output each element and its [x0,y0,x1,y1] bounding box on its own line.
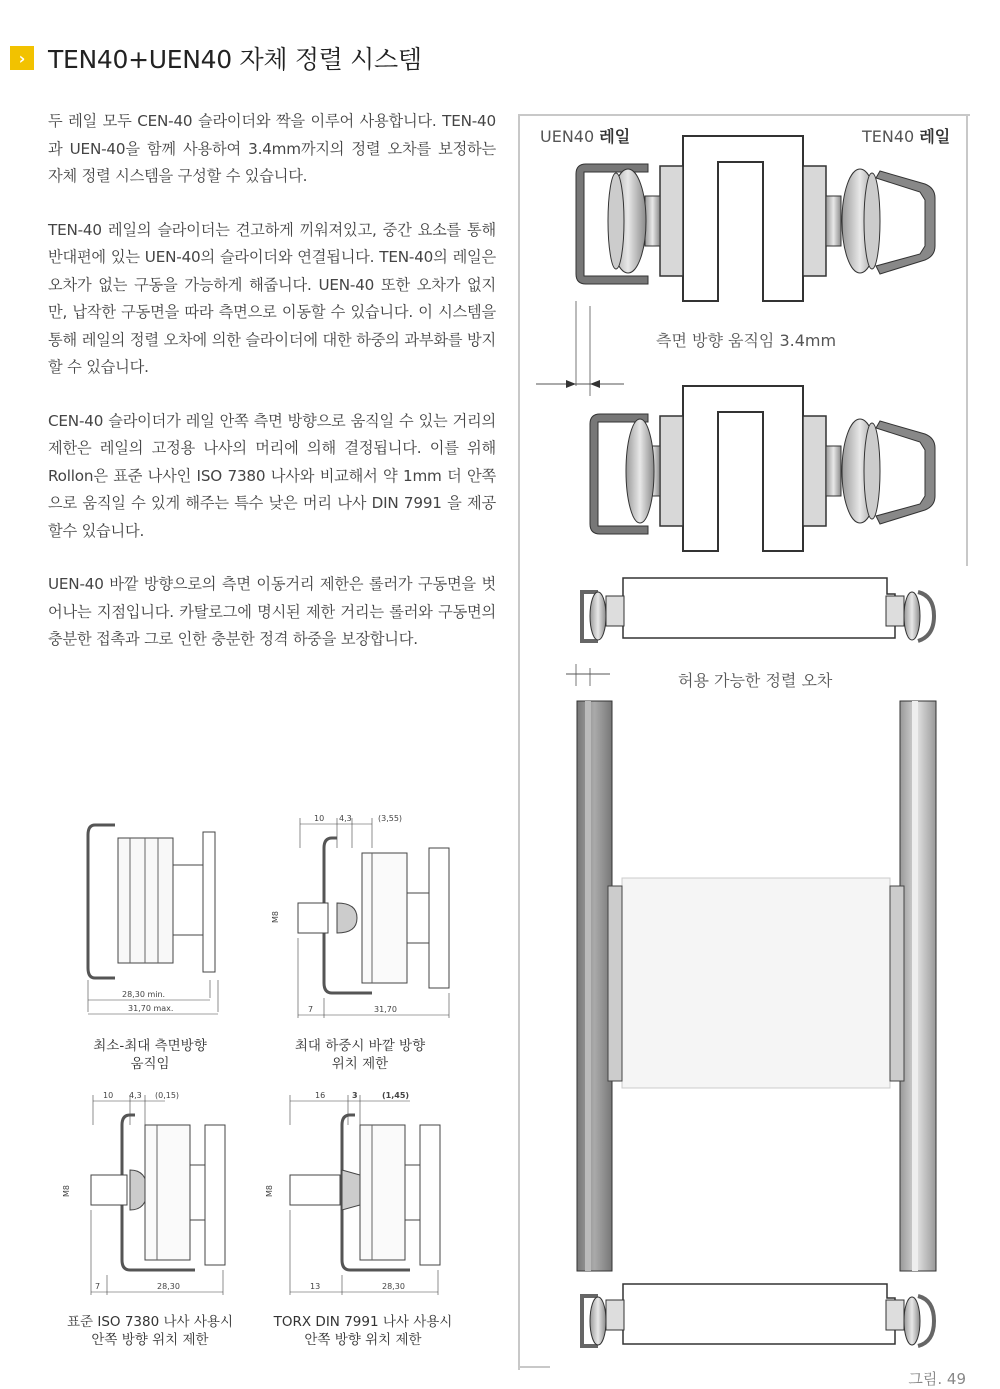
dim-28-30: 28,30 [157,1282,180,1291]
assembly-bottom [590,386,935,551]
rail-top-view [566,578,936,1346]
paragraph-4: UEN-40 바깥 방향으로의 측면 이동거리 제한은 롤러가 구동면을 벗어나는 지점입니다. 카탈로그에 명시된 제한 거리는 롤러와 구동면의 충분한 접촉과 그로 인한 충분한 정격 하중을 보장합니다. [48,575,496,648]
detail-outer-limit [262,808,452,1023]
caption-detail-3: 표준 ISO 7380 나사 사용시 안쪽 방향 위치 제한 [67,1314,233,1348]
detail-din7991-limit [260,1085,460,1300]
assembly-diagram [520,116,966,1366]
dim-m8: M8 [62,1185,71,1197]
chevron-right-icon: › [10,46,34,70]
lateral-movement-label: 측면 방향 움직임 3.4mm [656,331,837,350]
dim-31-70: 31,70 [374,1005,397,1014]
dim-16: 16 [315,1091,326,1100]
dim-10: 10 [314,814,325,823]
dim-3: 3 [352,1091,358,1100]
figure-number: 그림. 49 [908,1370,966,1388]
uen-rail-label: UEN40 레일 [540,127,631,146]
dim-7: 7 [95,1282,101,1291]
paragraph-3: CEN-40 슬라이더가 레일 안쪽 측면 방향으로 움직일 수 있는 거리의 제한은 레일의 고정용 나사의 머리에 의해 결정됩니다. 이를 위해 Rollon은 표준 나사인 ISO 7380 나사와 비교해서 약 1mm 더 안쪽으로 움직일 수 있게 해주는 특수 낮은 머리 나사 DIN 7991 을 제공할수 있습니다. [48,411,496,540]
dim-max: 31,70 max. [128,1004,174,1013]
assembly-top [576,136,935,301]
caption-detail-1: 최소-최대 측면방향 움직임 [93,1038,207,1072]
dim-7: 7 [308,1005,314,1014]
detail-iso7380-limit [55,1085,230,1300]
dim-10: 10 [103,1091,114,1100]
figure-frame-right [966,114,968,566]
dim-min: 28,30 min. [122,990,166,999]
body-text [48,108,496,680]
ten-rail-label: TEN40 레일 [862,127,951,146]
dim-4-3: 4,3 [129,1091,142,1100]
figure-frame-bottom [518,1366,550,1368]
paragraph-2: TEN-40 레일의 슬라이더는 견고하게 끼워져있고, 중간 요소를 통해 반대편에 있는 UEN-40의 슬라이더와 연결됩니다. TEN-40의 레일은 오차가 없는 구동을 가능하게 해줍니다. UEN-40 또한 오차가 없지만, 납작한 구동면을 따라 측면으로 이동할 수 있습니다. 이 시스템을 통해 레일의 정렬 오차에 의한 슬라이더에 대한 하중의 과부화를 방지할 수 있습니다. [48,220,496,376]
dim-28-30: 28,30 [382,1282,405,1291]
dim-4-3: 4,3 [339,814,352,823]
dim-1-45: (1,45) [382,1091,410,1100]
dim-m8: M8 [271,911,280,923]
paragraph-1: 두 레일 모두 CEN-40 슬라이더와 짝을 이루어 사용합니다. TEN-40과 UEN-40을 함께 사용하여 3.4mm까지의 정렬 오차를 보정하는 자체 정렬 시스템을 구성할 수 있습니다. [48,112,496,185]
tolerance-label: 허용 가능한 정렬 오차 [678,671,833,690]
dim-0-15: (0,15) [155,1091,180,1100]
dim-13: 13 [310,1282,321,1291]
caption-detail-4: TORX DIN 7991 나사 사용시 안쪽 방향 위치 제한 [273,1314,453,1348]
section-header [10,40,422,76]
detail-min-max-lateral [80,820,230,1025]
page-title: TEN40+UEN40 자체 정렬 시스템 [48,45,422,74]
dim-m8: M8 [265,1185,274,1197]
caption-detail-2: 최대 하중시 바깥 방향 위치 제한 [294,1038,426,1072]
dim-3-55: (3,55) [378,814,403,823]
